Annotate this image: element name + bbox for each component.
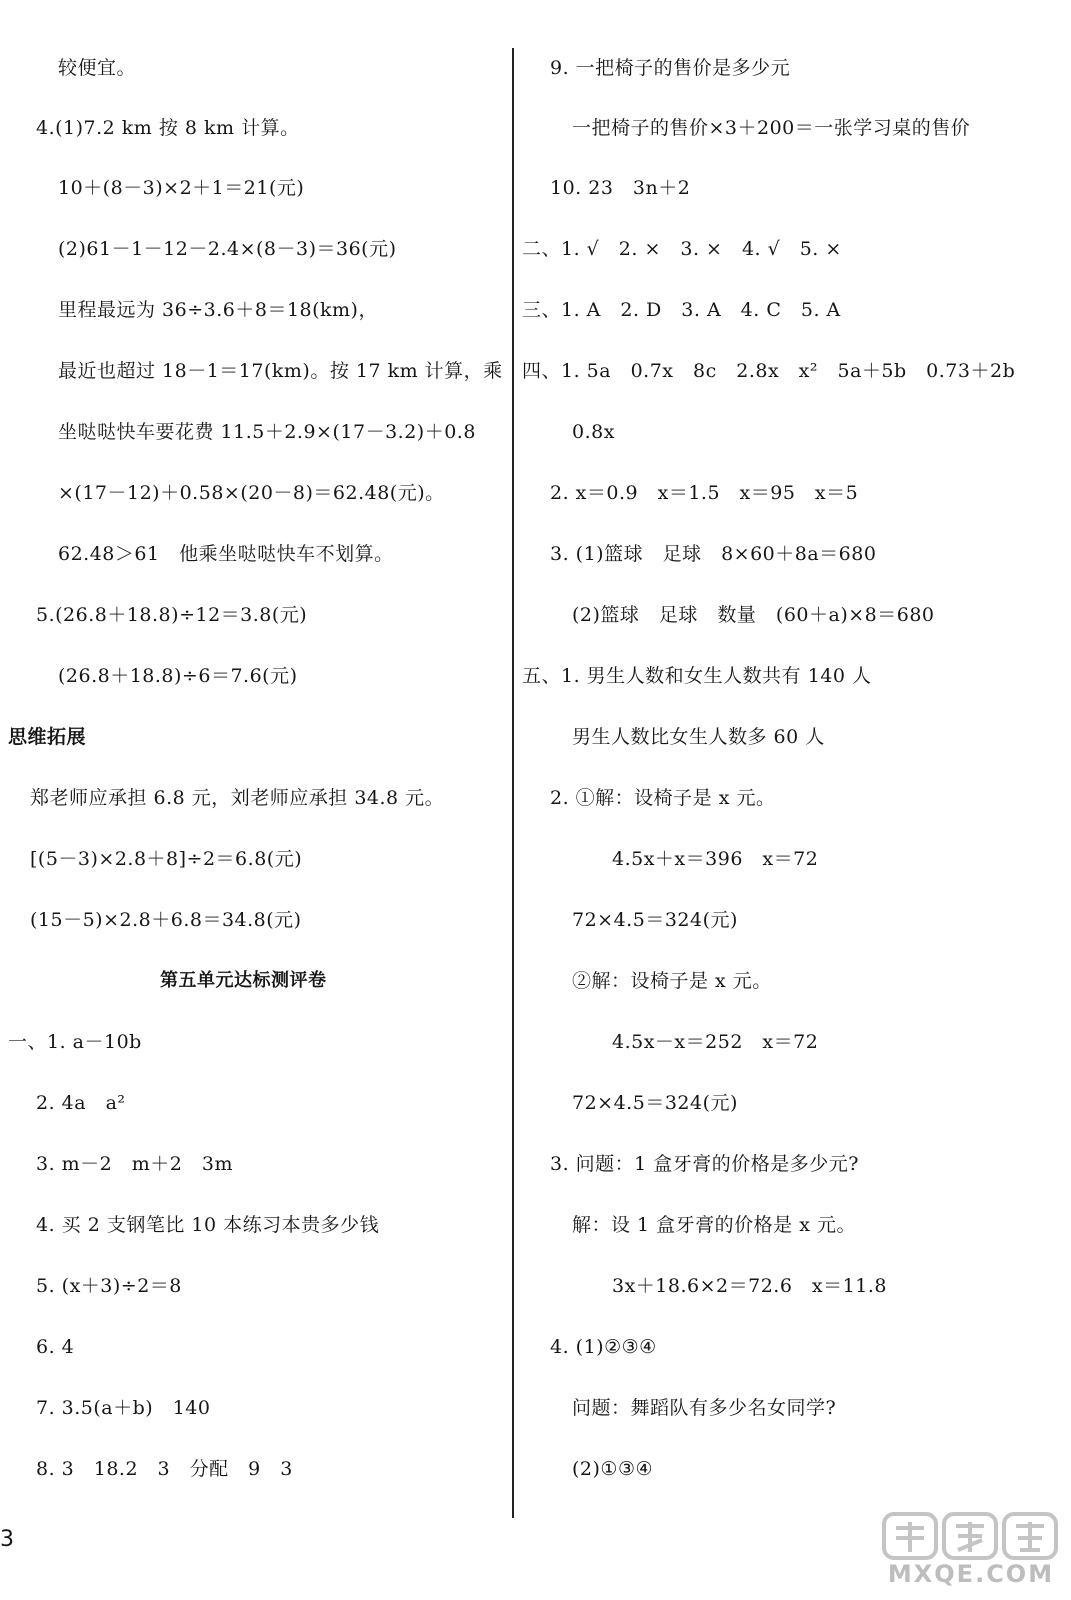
answer-line: (2)篮球 足球 数量 (60＋a)×8＝680 [572, 604, 935, 626]
answer-line: 7. 3.5(a＋b) 140 [36, 1397, 211, 1419]
answer-line: 4.(1)7.2 km 按 8 km 计算。 [36, 117, 300, 139]
answer-line: 坐哒哒快车要花费 11.5＋2.9×(17－3.2)＋0.8 [58, 421, 476, 443]
answer-line: ②解：设椅子是 x 元。 [572, 970, 772, 992]
answer-line: 一把椅子的售价×3＋200＝一张学习桌的售价 [572, 117, 971, 139]
answer-line: 0.8x [572, 421, 615, 443]
answer-line: 5. (x＋3)÷2＝8 [36, 1275, 182, 1297]
answer-line: 4. (1)②③④ [550, 1336, 657, 1358]
answer-line: (15－5)×2.8＋6.8＝34.8(元) [30, 909, 302, 931]
answer-line: 男生人数比女生人数多 60 人 [572, 726, 825, 748]
answer-line: 一、1. a－10b [8, 1031, 142, 1053]
watermark-logo [878, 1508, 1064, 1594]
answer-line: 10. 23 3n＋2 [550, 177, 691, 199]
answer-line: 6. 4 [36, 1336, 75, 1358]
section-heading: 思维拓展 [8, 726, 87, 748]
answer-line: [(5－3)×2.8＋8]÷2＝6.8(元) [30, 848, 303, 870]
watermark-text: MXQE.COM [887, 1560, 1055, 1588]
answer-line: (2)61－1－12－2.4×(8－3)＝36(元) [58, 238, 397, 260]
answer-line: 问题：舞蹈队有多少名女同学? [572, 1397, 837, 1419]
answer-line: 72×4.5＝324(元) [572, 909, 738, 931]
answer-line: 3x＋18.6×2＝72.6 x＝11.8 [612, 1275, 887, 1297]
answer-line: 2. ①解：设椅子是 x 元。 [550, 787, 776, 809]
answer-line: 5.(26.8＋18.8)÷12＝3.8(元) [36, 604, 308, 626]
answer-line: 较便宜。 [58, 57, 137, 79]
answer-line: (2)①③④ [572, 1458, 654, 1480]
answer-line: 3. (1)篮球 足球 8×60＋8a＝680 [550, 543, 877, 565]
answer-line: 解：设 1 盒牙膏的价格是 x 元。 [572, 1214, 856, 1236]
answer-line: 里程最远为 36÷3.6＋8＝18(km)， [58, 299, 378, 321]
answer-line: 三、1. A 2. D 3. A 4. C 5. A [522, 299, 841, 321]
column-divider [512, 48, 514, 1518]
answer-line: 4. 买 2 支钢笔比 10 本练习本贵多少钱 [36, 1214, 380, 1236]
answer-line: 郑老师应承担 6.8 元，刘老师应承担 34.8 元。 [30, 787, 445, 809]
answer-line: 10＋(8－3)×2＋1＝21(元) [58, 177, 305, 199]
answer-line: 4.5x＋x＝396 x＝72 [612, 848, 819, 870]
page-number: 3 [0, 1527, 14, 1552]
answer-line: 4.5x－x＝252 x＝72 [612, 1031, 819, 1053]
answer-line: 72×4.5＝324(元) [572, 1092, 738, 1114]
answer-line: 二、1. √ 2. × 3. × 4. √ 5. × [522, 238, 842, 260]
answer-line: 9. 一把椅子的售价是多少元 [550, 57, 791, 79]
answer-line: 62.48＞61 他乘坐哒哒快车不划算。 [58, 543, 394, 565]
answer-line: 3. m－2 m＋2 3m [36, 1153, 233, 1175]
watermark-seal-icon [878, 1508, 1064, 1564]
unit-title: 第五单元达标测评卷 [160, 970, 327, 991]
answer-line: 2. 4a a² [36, 1092, 126, 1114]
answer-line: 四、1. 5a 0.7x 8c 2.8x x² 5a＋5b 0.73＋2b [522, 360, 1016, 382]
answer-line: 8. 3 18.2 3 分配 9 3 [36, 1458, 293, 1480]
answer-line: (26.8＋18.8)÷6＝7.6(元) [58, 665, 298, 687]
answer-line: ×(17－12)＋0.58×(20－8)＝62.48(元)。 [58, 482, 445, 504]
answer-line: 最近也超过 18－1＝17(km)。按 17 km 计算，乘 [58, 360, 503, 382]
answer-line: 五、1. 男生人数和女生人数共有 140 人 [522, 665, 872, 687]
answer-line: 2. x＝0.9 x＝1.5 x＝95 x＝5 [550, 482, 859, 504]
answer-line: 3. 问题：1 盒牙膏的价格是多少元? [550, 1153, 859, 1175]
